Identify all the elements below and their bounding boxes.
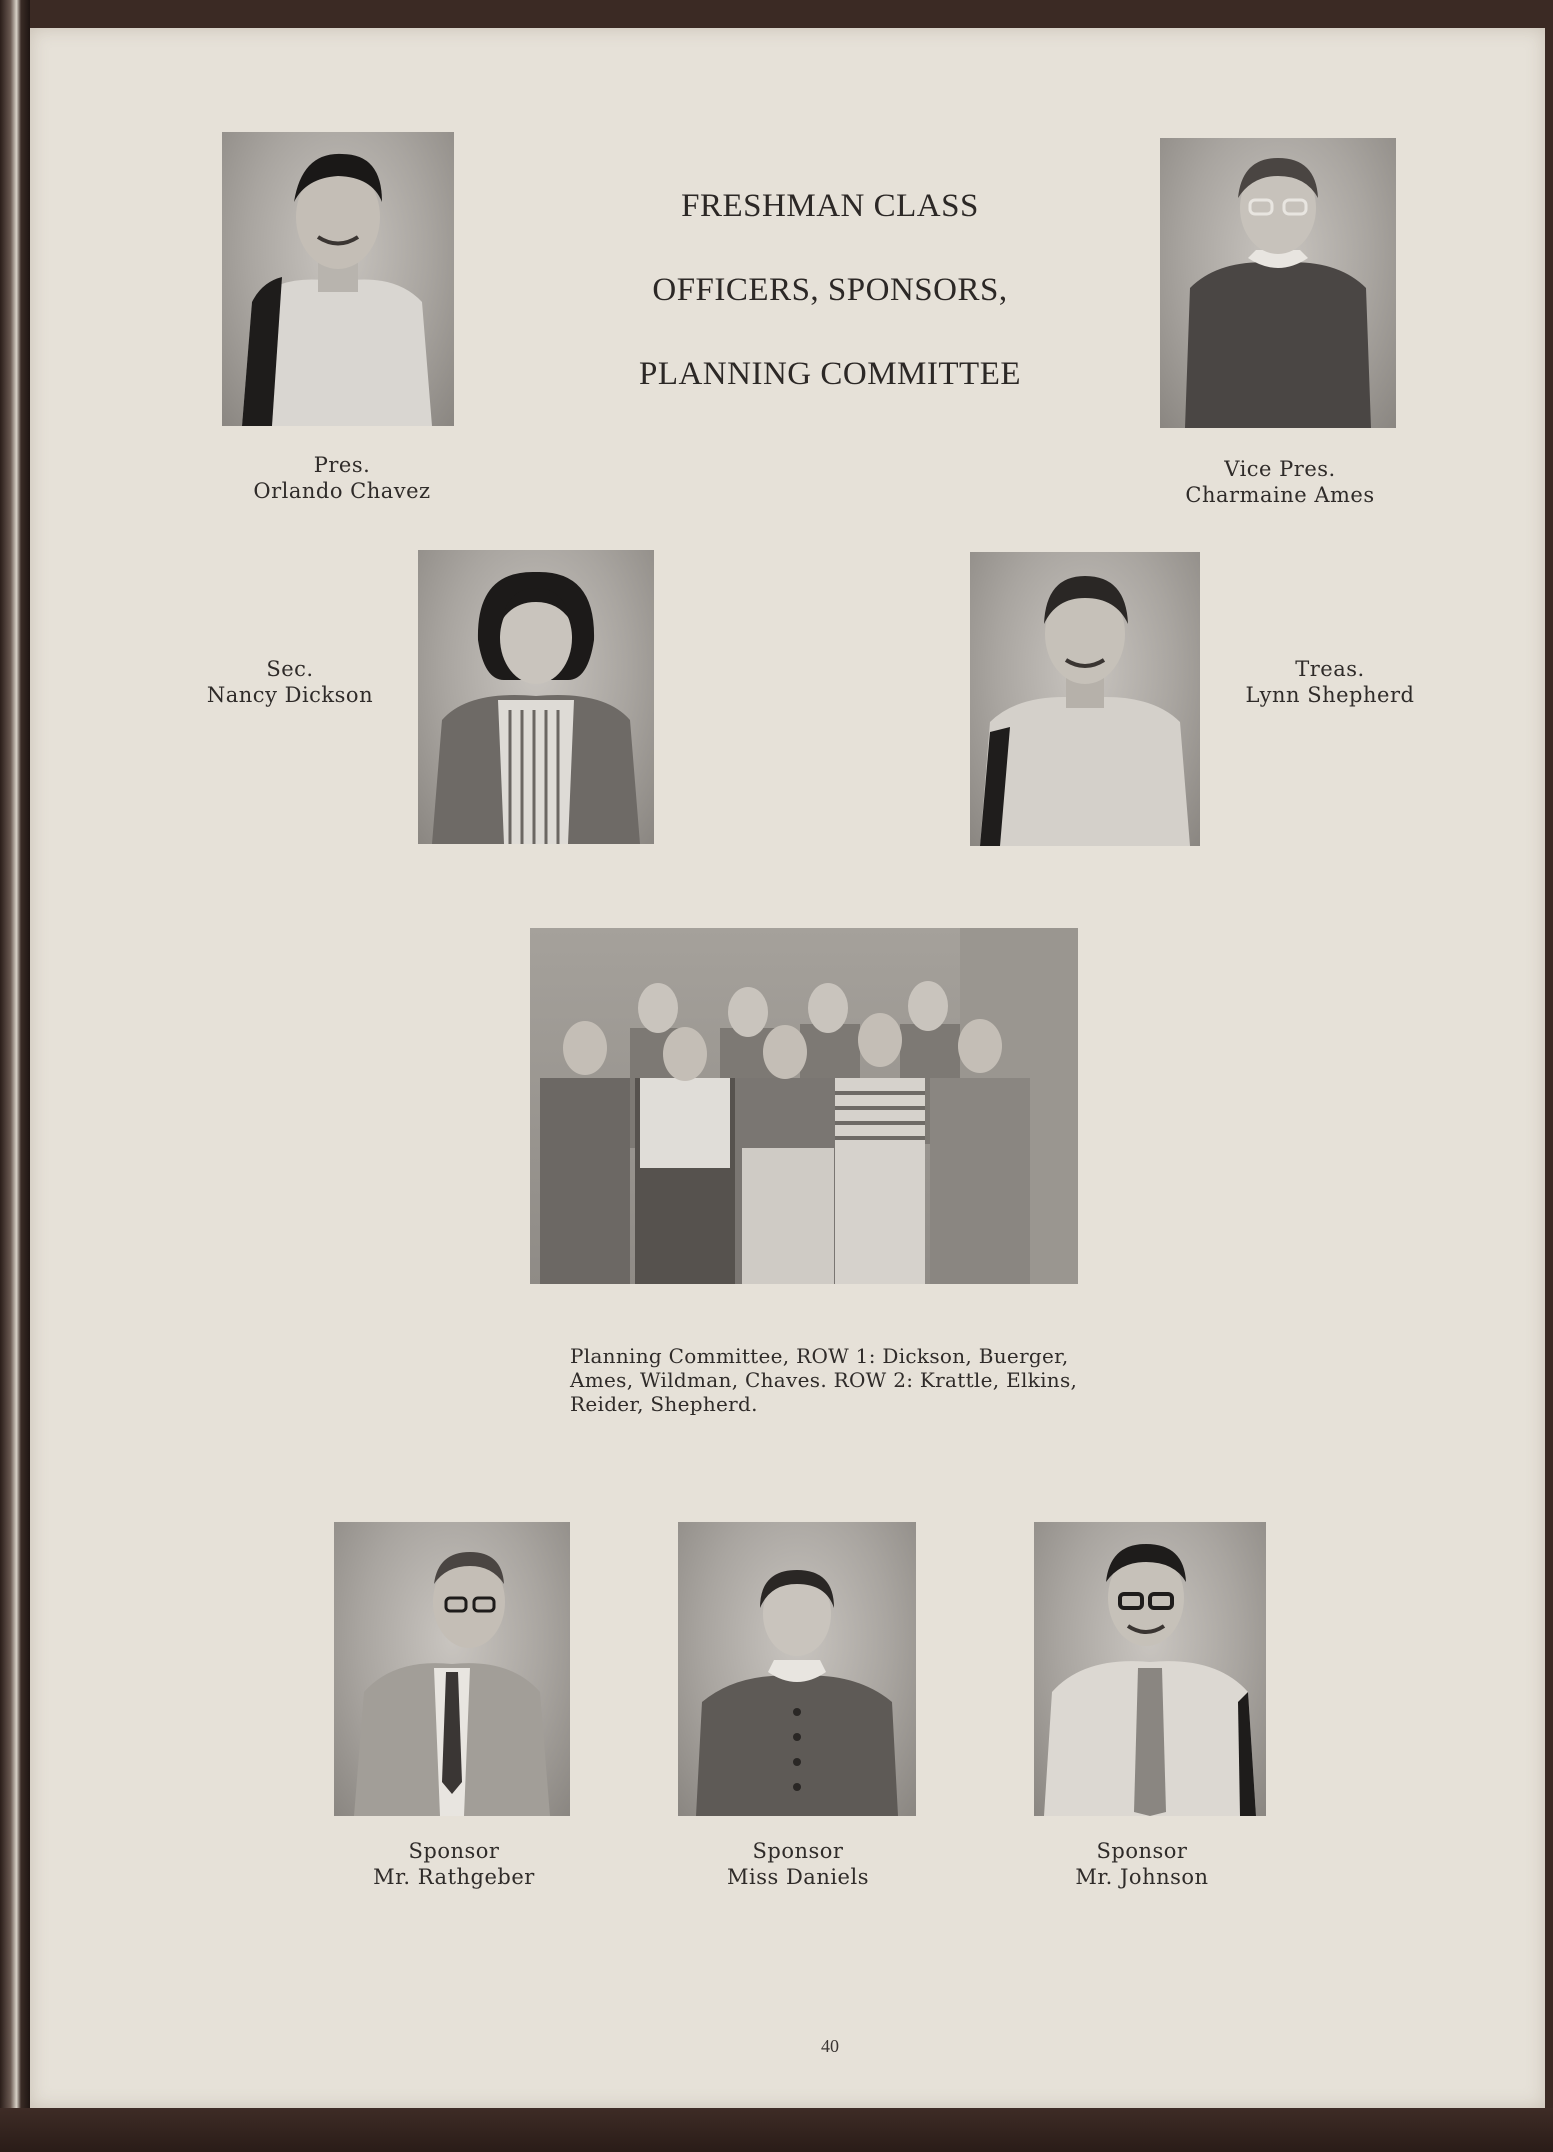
yearbook-page xyxy=(30,28,1545,2108)
sponsor-johnson-role: Sponsor xyxy=(1096,1839,1188,1863)
page-title-line-3: PLANNING COMMITTEE xyxy=(638,356,1022,392)
secretary-role: Sec. xyxy=(266,657,314,681)
vice-president-photo xyxy=(1160,138,1396,428)
treasurer-role: Treas. xyxy=(1295,657,1365,681)
sponsor-daniels-name: Miss Daniels xyxy=(727,1865,869,1889)
vice-president-name: Charmaine Ames xyxy=(1185,483,1375,507)
page-title-line-1: FRESHMAN CLASS xyxy=(681,188,979,224)
sponsor-daniels-photo xyxy=(678,1522,916,1816)
president-photo xyxy=(222,132,454,426)
sponsor-daniels-role: Sponsor xyxy=(752,1839,844,1863)
secretary-caption xyxy=(190,656,390,708)
sponsor-johnson-name: Mr. Johnson xyxy=(1075,1865,1209,1889)
sponsor-rathgeber-name: Mr. Rathgeber xyxy=(373,1865,535,1889)
vice-president-role: Vice Pres. xyxy=(1224,457,1336,481)
vice-president-caption xyxy=(1160,456,1400,508)
president-caption xyxy=(222,452,462,504)
sponsor-johnson-photo xyxy=(1034,1522,1266,1816)
treasurer-photo xyxy=(970,552,1200,846)
sponsor-rathgeber-role: Sponsor xyxy=(408,1839,500,1863)
page-title-line-2: OFFICERS, SPONSORS, xyxy=(652,272,1008,308)
secretary-photo xyxy=(418,550,654,844)
president-role: Pres. xyxy=(313,453,371,477)
planning-committee-caption: Planning Committee, ROW 1: Dickson, Buerger, Ames, Wildman, Chaves. ROW 2: Krattle, Elkins, Reider, Shepherd. xyxy=(570,1344,1078,1416)
treasurer-caption xyxy=(1230,656,1430,708)
page-bottom-edge xyxy=(0,2108,1553,2152)
page-number: 40 xyxy=(821,2036,839,2056)
sponsor-rathgeber-photo xyxy=(334,1522,570,1816)
treasurer-name: Lynn Shepherd xyxy=(1245,683,1415,707)
sponsor-daniels-caption xyxy=(678,1838,918,1890)
planning-committee-photo xyxy=(530,928,1078,1284)
sponsor-johnson-caption xyxy=(1022,1838,1262,1890)
sponsor-rathgeber-caption xyxy=(334,1838,574,1890)
book-spine xyxy=(0,0,30,2152)
president-name: Orlando Chavez xyxy=(253,479,431,503)
secretary-name: Nancy Dickson xyxy=(206,683,374,707)
